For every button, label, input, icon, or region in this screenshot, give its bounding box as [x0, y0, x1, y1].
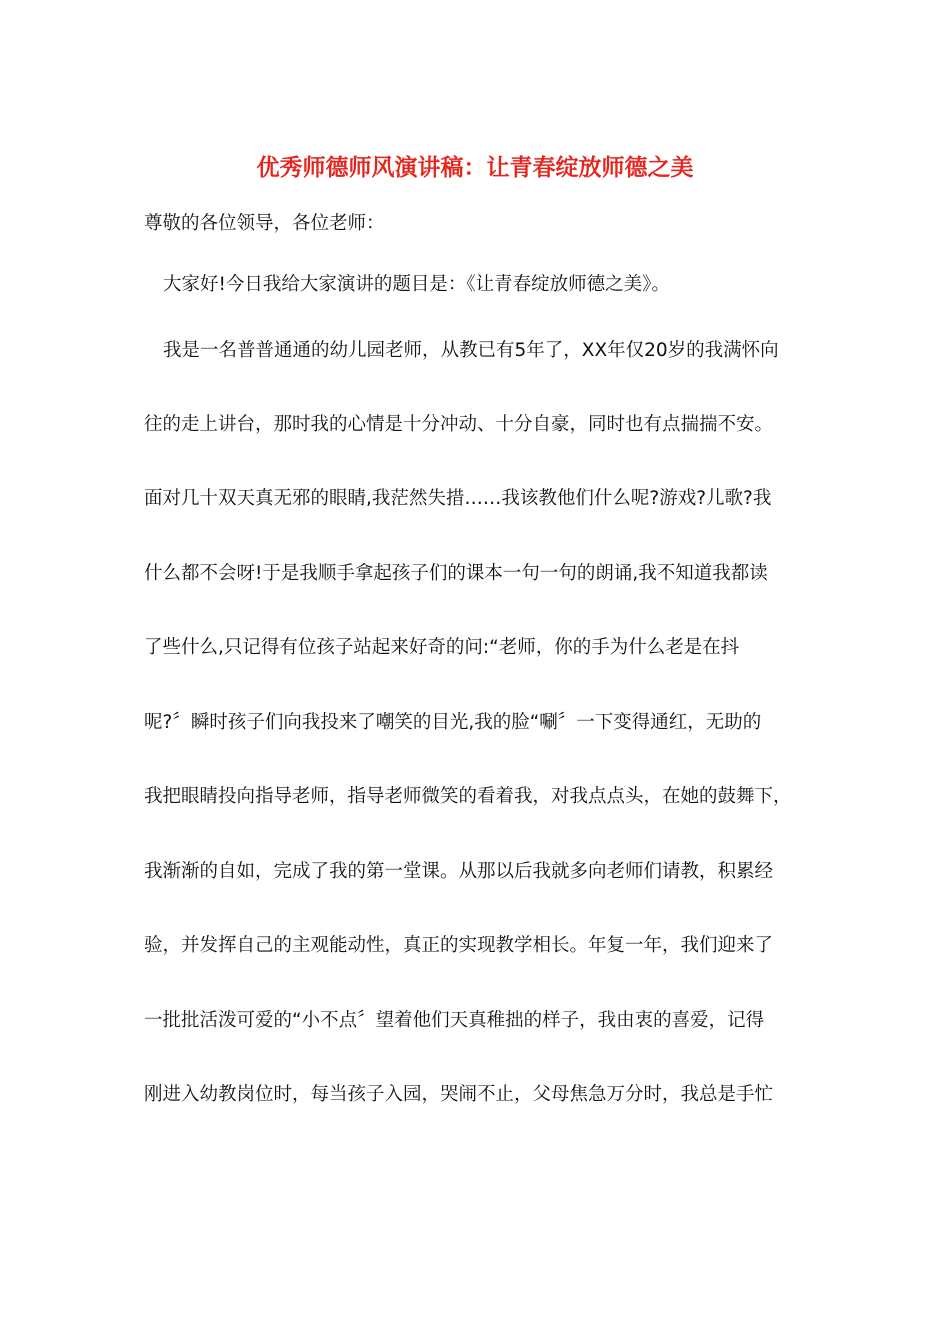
- paragraph-line: 什么都不会呀!于是我顺手拿起孩子们的课本一句一句的朗诵,我不知道我都读: [144, 563, 768, 584]
- paragraph-line: 一批批活泼可爱的“小不点〞望着他们天真稚拙的样子，我由衷的喜爱，记得: [144, 1010, 765, 1031]
- paragraph-line: 验，并发挥自己的主观能动性，真正的实现教学相长。年复一年，我们迎来了: [144, 935, 774, 956]
- paragraph-line: 了些什么,只记得有位孩子站起来好奇的问:“老师，你的手为什么老是在抖: [144, 637, 740, 658]
- paragraph-line: 大家好!今日我给大家演讲的题目是：《让青春绽放师德之美》。: [163, 274, 670, 295]
- paragraph-line: 我把眼睛投向指导老师，指导老师微笑的看着我，对我点点头，在她的鼓舞下，: [144, 786, 792, 807]
- salutation: 尊敬的各位领导，各位老师：: [144, 213, 385, 234]
- paragraph-line: 呢?〞瞬时孩子们向我投来了嘲笑的目光,我的脸“唰〞一下变得通红，无助的: [144, 712, 762, 733]
- paragraph-line: 我渐渐的自如，完成了我的第一堂课。从那以后我就多向老师们请教，积累经: [144, 861, 774, 882]
- paragraph-line: 我是一名普普通通的幼儿园老师，从教已有5年了，XX年仅20岁的我满怀向: [163, 340, 779, 361]
- paragraph-line: 面对几十双天真无邪的眼睛,我茫然失措……我该教他们什么呢?游戏?儿歌?我: [144, 488, 772, 509]
- paragraph-line: 往的走上讲台，那时我的心情是十分冲动、十分自豪，同时也有点揣揣不安。: [144, 414, 774, 435]
- document-title: 优秀师德师风演讲稿：让青春绽放师德之美: [256, 154, 694, 181]
- paragraph-line: 刚进入幼教岗位时，每当孩子入园，哭闹不止，父母焦急万分时，我总是手忙: [144, 1084, 774, 1105]
